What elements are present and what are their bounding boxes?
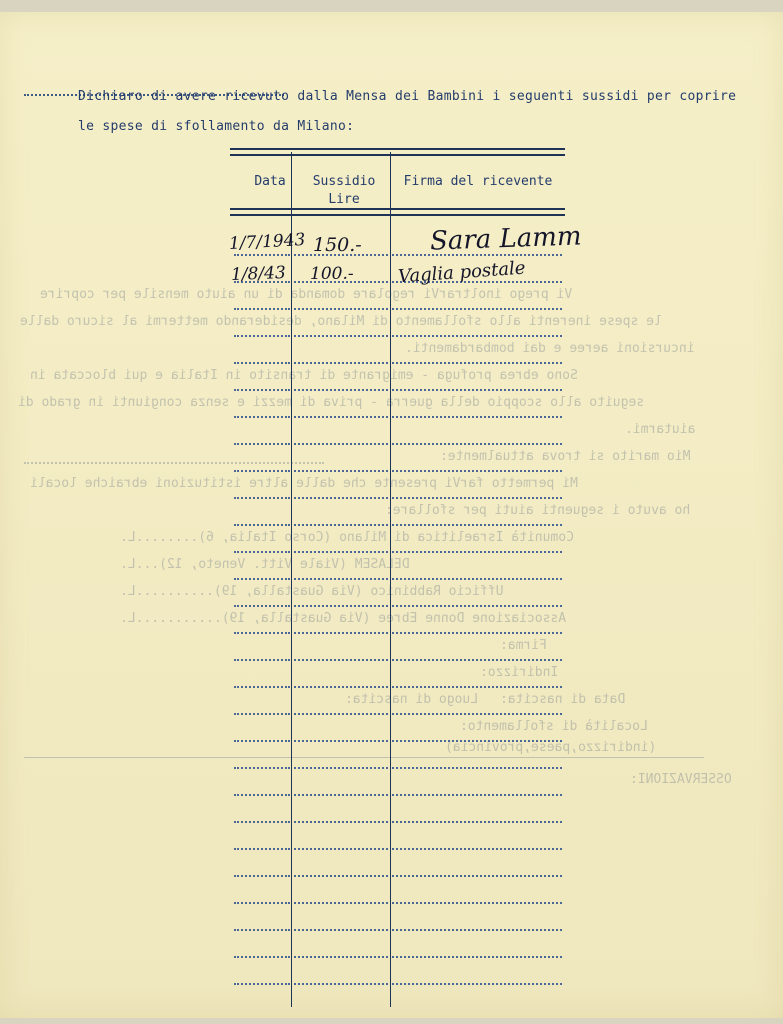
dotted-cell-line	[392, 929, 562, 933]
dotted-cell-line	[234, 956, 290, 960]
table-row-line	[232, 848, 564, 850]
dotted-cell-line	[234, 659, 290, 663]
table-row-line	[232, 929, 564, 931]
column-header-subsidy: Sussidio	[312, 174, 376, 189]
dotted-cell-line	[234, 416, 290, 420]
table-row-line	[232, 605, 564, 607]
intro-line-2: le spese di sfollamento da Milano:	[78, 119, 355, 134]
dotted-cell-line	[294, 497, 388, 501]
bleed-through-line-10: Comunità Israelitica di Milano (Corso Italia, 6)........L.	[120, 530, 574, 545]
bleed-through-line-15: Indirizzo:	[480, 665, 559, 680]
dotted-cell-line	[294, 578, 388, 582]
dotted-cell-line	[294, 848, 388, 852]
dotted-cell-line	[294, 740, 388, 744]
table-row-line	[232, 470, 564, 472]
dotted-cell-line	[234, 848, 290, 852]
dotted-cell-line	[392, 524, 562, 528]
dotted-cell-line	[294, 929, 388, 933]
dotted-cell-line	[294, 335, 388, 339]
dotted-cell-line	[294, 713, 388, 717]
dotted-cell-line	[294, 686, 388, 690]
dotted-cell-line	[392, 389, 562, 393]
bleed-through-dots	[24, 462, 324, 466]
dotted-cell-line	[392, 740, 562, 744]
table-row-line	[232, 524, 564, 526]
intro-line-1: Dichiaro di avere ricevuto dalla Mensa dei Bambini i seguenti sussidi per coprire	[78, 89, 737, 104]
bleed-through-line-18: Località di sfollamento:	[460, 719, 648, 734]
table-row-line	[232, 551, 564, 553]
dotted-cell-line	[234, 470, 290, 474]
dotted-cell-line	[294, 794, 388, 798]
dotted-cell-line	[392, 902, 562, 906]
table-top-rule-2	[230, 154, 565, 156]
dotted-cell-line	[234, 821, 290, 825]
row-1-date: 1/7/1943	[228, 230, 306, 254]
bleed-through-line-3: incursioni aeree e dai bombardamenti.	[405, 341, 695, 356]
table-row-line	[232, 254, 564, 256]
column-header-date: Data	[254, 174, 286, 189]
dotted-cell-line	[234, 713, 290, 717]
table-row-line	[232, 713, 564, 715]
table-row-line	[232, 794, 564, 796]
dotted-cell-line	[392, 551, 562, 555]
table-top-rule-1	[230, 148, 565, 150]
dotted-cell-line	[294, 767, 388, 771]
dotted-cell-line	[234, 551, 290, 555]
row-1-amount: 150.-	[313, 234, 362, 256]
table-row-line	[232, 416, 564, 418]
dotted-cell-line	[234, 902, 290, 906]
row-2-amount: 100.-	[310, 264, 354, 284]
dotted-cell-line	[392, 659, 562, 663]
bleed-through-line-19: (indirizzo,paese,provincia)	[445, 740, 657, 755]
table-row-line	[232, 632, 564, 634]
table-row-line	[232, 875, 564, 877]
bleed-through-line-16: Data di nascita:	[500, 692, 626, 707]
dotted-cell-line	[392, 794, 562, 798]
row-2-date: 1/8/43	[230, 263, 287, 285]
dotted-cell-line	[392, 335, 562, 339]
dotted-cell-line	[294, 902, 388, 906]
dotted-cell-line	[234, 767, 290, 771]
dotted-cell-line	[234, 254, 290, 258]
dotted-cell-line	[392, 362, 562, 366]
dotted-cell-line	[294, 389, 388, 393]
bleed-through-line-9: ho avuto i seguenti aiuti per sfollare:	[385, 503, 691, 518]
bleed-through-line-2: le spese inerenti allo sfollamento di Milano, desiderando mettermi al sicuro dalle	[20, 314, 662, 329]
table-row-line	[232, 497, 564, 499]
row-1-signature: Sara Lamm	[429, 221, 583, 257]
dotted-cell-line	[234, 524, 290, 528]
dotted-cell-line	[294, 362, 388, 366]
table-row-line	[232, 767, 564, 769]
bleed-through-line-12: Ufficio Rabbinico (Via Guastalla, 19)..........L.	[120, 584, 504, 599]
dotted-cell-line	[392, 443, 562, 447]
dotted-cell-line	[294, 659, 388, 663]
dotted-cell-line	[234, 497, 290, 501]
table-row-line	[232, 308, 564, 310]
bleed-through-rule	[24, 757, 704, 760]
dotted-cell-line	[392, 686, 562, 690]
bleed-through-line-7: Mio marito si trova attualmente:	[440, 449, 691, 464]
dotted-cell-line	[234, 740, 290, 744]
table-row-line	[232, 578, 564, 580]
bleed-through-line-20: OSSERVAZIONI:	[630, 772, 732, 787]
dotted-cell-line	[234, 686, 290, 690]
dotted-cell-line	[392, 875, 562, 879]
dotted-cell-line	[392, 470, 562, 474]
table-row-line	[232, 821, 564, 823]
dotted-cell-line	[234, 929, 290, 933]
dotted-cell-line	[294, 605, 388, 609]
table-row-line	[232, 983, 564, 985]
dotted-cell-line	[392, 767, 562, 771]
table-row-line	[232, 335, 564, 337]
dotted-cell-line	[392, 956, 562, 960]
dotted-cell-line	[294, 443, 388, 447]
table-row-line	[232, 956, 564, 958]
table-row-line	[232, 443, 564, 445]
table-row-line	[232, 902, 564, 904]
dotted-cell-line	[392, 308, 562, 312]
table-row-line	[232, 686, 564, 688]
dotted-cell-line	[234, 308, 290, 312]
bleed-through-line-8: Mi permetto farVi presente che dalle altre istituzioni ebraiche locali	[30, 476, 578, 491]
bleed-through-line-13: Associazione Donne Ebree (Via Guastalla, 19)...........L.	[120, 611, 567, 626]
table-header-rule-1	[230, 208, 565, 210]
dotted-cell-line	[392, 632, 562, 636]
row-2-signature: Vaglia postale	[397, 257, 527, 288]
dotted-cell-line	[294, 470, 388, 474]
table-row-line	[232, 659, 564, 661]
bleed-through-line-17: Luogo di nascita:	[345, 692, 479, 707]
bleed-through-line-11: DELASEM (Viale Vitt. Veneto, 12)...L.	[120, 557, 410, 572]
dotted-cell-line	[294, 416, 388, 420]
dotted-cell-line	[392, 605, 562, 609]
dotted-cell-line	[392, 497, 562, 501]
table-header-rule-2	[230, 214, 565, 216]
bleed-through-line-5: seguito allo scoppio della guerra - priva di mezzi e senza congiunti in grado di	[18, 395, 645, 410]
bleed-through-line-1: Vi prego inoltrarVi regolare domanda di un aiuto mensile per coprire	[40, 287, 573, 302]
dotted-cell-line	[294, 956, 388, 960]
dotted-cell-line	[294, 524, 388, 528]
dotted-cell-line	[234, 362, 290, 366]
dotted-cell-line	[294, 632, 388, 636]
dotted-cell-line	[234, 389, 290, 393]
column-header-signature: Firma del ricevente	[403, 174, 553, 189]
dotted-cell-line	[294, 308, 388, 312]
bleed-through-line-14: Firma:	[500, 638, 547, 653]
dotted-cell-line	[392, 713, 562, 717]
dotted-cell-line	[392, 578, 562, 582]
dotted-cell-line	[294, 821, 388, 825]
table-row-line	[232, 362, 564, 364]
dotted-cell-line	[294, 983, 388, 987]
column-header-subsidy-unit: Lire	[328, 192, 360, 207]
document-page	[0, 12, 783, 1018]
dotted-cell-line	[234, 578, 290, 582]
dotted-cell-line	[294, 551, 388, 555]
dotted-cell-line	[234, 443, 290, 447]
dotted-cell-line	[392, 983, 562, 987]
dotted-cell-line	[392, 416, 562, 420]
dotted-cell-line	[234, 875, 290, 879]
dotted-cell-line	[392, 848, 562, 852]
table-row-line	[232, 389, 564, 391]
dotted-cell-line	[234, 794, 290, 798]
bleed-through-line-4: Sono ebrea profuga - emigrante di transito in Italia e qui bloccata in	[30, 368, 578, 383]
dotted-cell-line	[392, 821, 562, 825]
dotted-cell-line	[234, 605, 290, 609]
table-row-line	[232, 740, 564, 742]
dotted-cell-line	[234, 983, 290, 987]
dotted-cell-line	[294, 875, 388, 879]
bleed-through-line-6: aiutarmi.	[625, 422, 696, 437]
dotted-cell-line	[234, 335, 290, 339]
dotted-cell-line	[234, 632, 290, 636]
